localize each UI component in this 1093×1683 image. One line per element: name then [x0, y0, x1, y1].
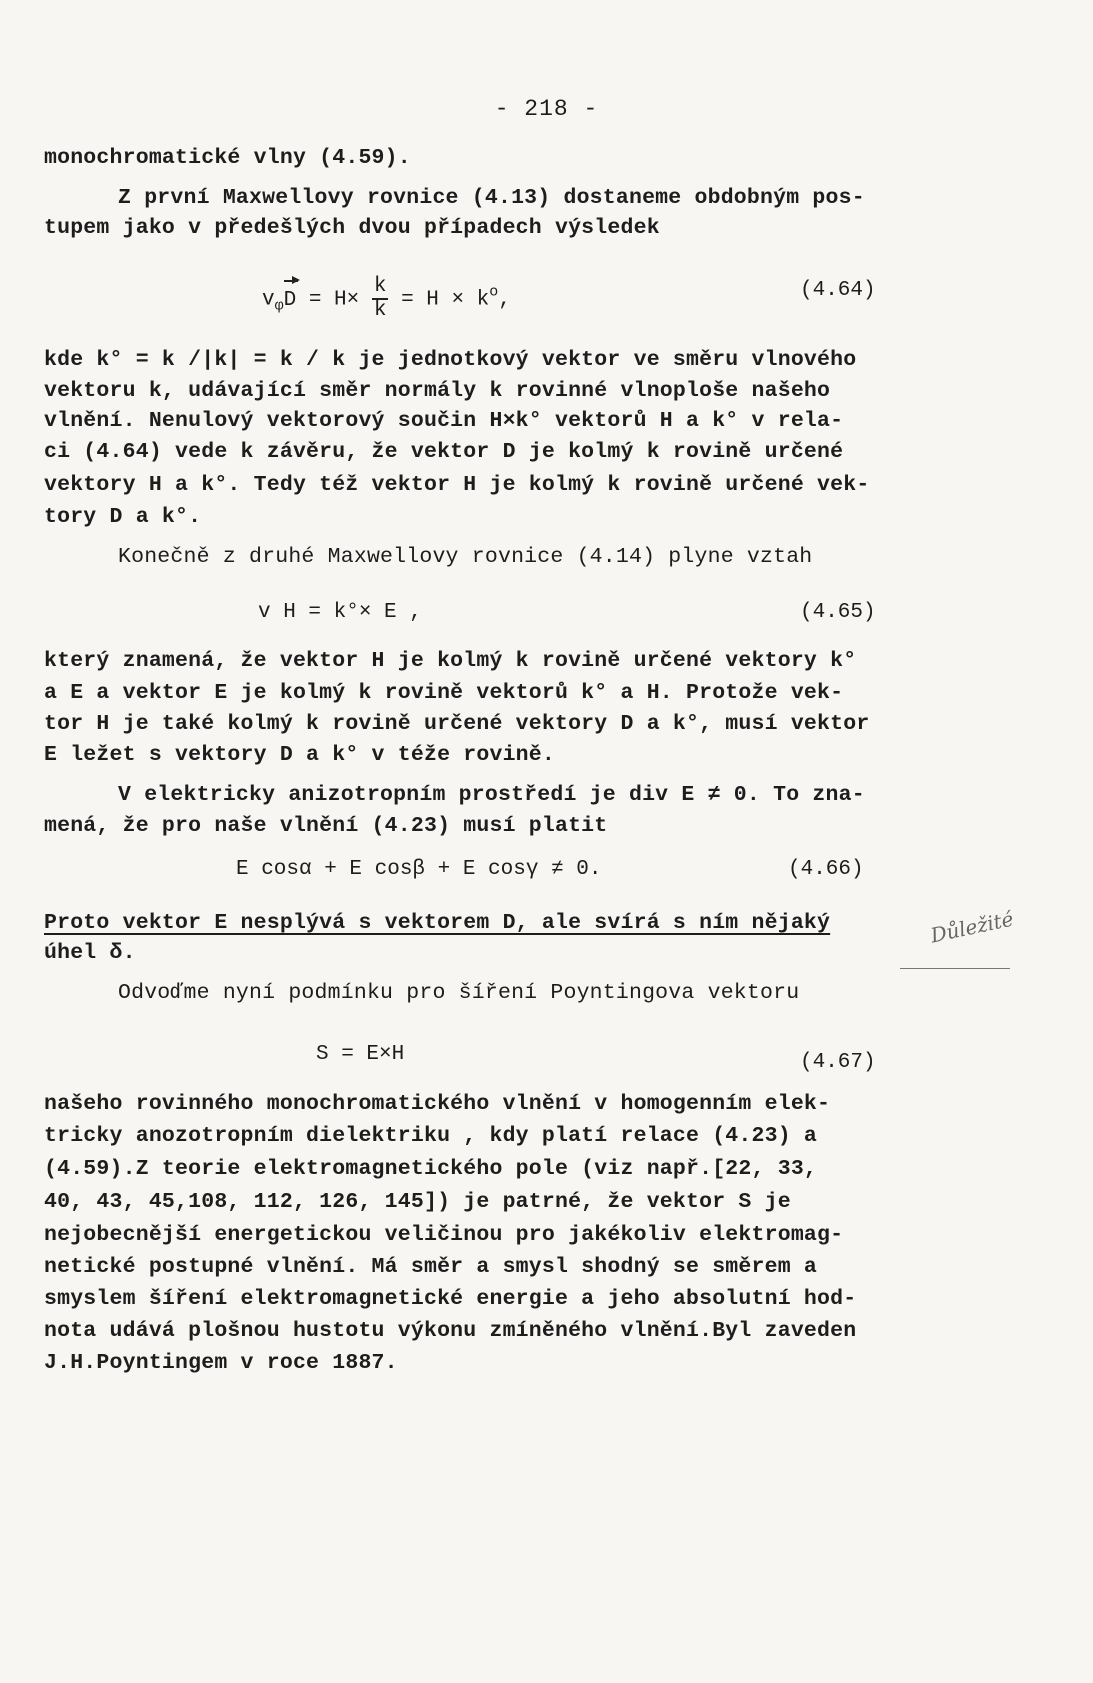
text-line: mená, že pro naše vlnění (4.23) musí platit [44, 814, 608, 838]
text-line: tupem jako v předešlých dvou případech výsledek [44, 216, 660, 240]
text-line: Z první Maxwellovy rovnice (4.13) dostaneme obdobným pos- [118, 186, 865, 210]
equation-4-65: v H = k°× E , [258, 601, 422, 624]
text-line: J.H.Poyntingem v roce 1887. [44, 1351, 398, 1375]
text-line: tricky anozotropním dielektriku , kdy platí relace (4.23) a [44, 1124, 818, 1148]
text-line: Proto vektor E nesplývá s vektorem D, ale svírá s ním nějaký [44, 911, 831, 935]
text-line: našeho rovinného monochromatického vlnění v homogenním elek- [44, 1092, 831, 1116]
text-line: nota udává plošnou hustotu výkonu zmíněného vlnění.Byl zaveden [44, 1319, 857, 1343]
equation-4-66: E cosα + E cosβ + E cosγ ≠ 0. [236, 858, 602, 881]
text-line: E ležet s vektory D a k° v téže rovině. [44, 743, 555, 767]
text-line: vektory H a k°. Tedy též vektor H je kolmý k rovině určené vek- [44, 473, 870, 497]
pencil-mark [900, 968, 1010, 969]
text-line: vlnění. Nenulový vektorový součin H×k° vektorů H a k° v rela- [44, 409, 844, 433]
text-line: Konečně z druhé Maxwellovy rovnice (4.14) plyne vztah [118, 545, 813, 569]
equation-number: (4.67) [800, 1051, 876, 1074]
page-number: - 218 - [494, 96, 599, 122]
text-line: který znamená, že vektor H je kolmý k rovině určené vektory k° [44, 649, 857, 673]
text-line: vektoru k, udávající směr normály k rovinné vlnoploše našeho [44, 379, 831, 403]
text-line: (4.59).Z teorie elektromagnetického pole (viz např.[22, 33, [44, 1157, 818, 1181]
text-line: ci (4.64) vede k závěru, že vektor D je kolmý k rovině určené [44, 440, 844, 464]
text-line: V elektricky anizotropním prostředí je div E ≠ 0. To zna- [118, 783, 865, 807]
equation-number: (4.64) [800, 279, 876, 302]
text-line: tor H je také kolmý k rovině určené vektory D a k°, musí vektor [44, 712, 870, 736]
text-line: monochromatické vlny (4.59). [44, 146, 411, 170]
equation-number: (4.66) [788, 858, 864, 881]
equation-4-64: $v_\varphi D = H\times$ $\frac{k}{k}$ = $H \times k^o$, [262, 275, 511, 322]
text-line: úhel δ. [44, 941, 136, 965]
margin-note: Důležité [928, 906, 1016, 948]
text-line: 40, 43, 45,108, 112, 126, 145]) je patrné, že vektor S je [44, 1190, 791, 1214]
text-line: smyslem šíření elektromagnetické energie a jeho absolutní hod- [44, 1287, 857, 1311]
equation-number: (4.65) [800, 601, 876, 624]
equation-4-67: S = E×H [316, 1043, 405, 1066]
text-line: tory D a k°. [44, 505, 202, 529]
text-line: nejobecnější energetickou veličinou pro jakékoliv elektromag- [44, 1223, 844, 1247]
text-line: a E a vektor E je kolmý k rovině vektorů k° a H. Protože vek- [44, 681, 844, 705]
text-line: netické postupné vlnění. Má směr a smysl shodný se směrem a [44, 1255, 818, 1279]
text-line: Odvoďme nyní podmínku pro šíření Poyntingova vektoru [118, 981, 800, 1005]
text-line: kde k° = k /|k| = k / k je jednotkový vektor ve směru vlnového [44, 348, 857, 372]
